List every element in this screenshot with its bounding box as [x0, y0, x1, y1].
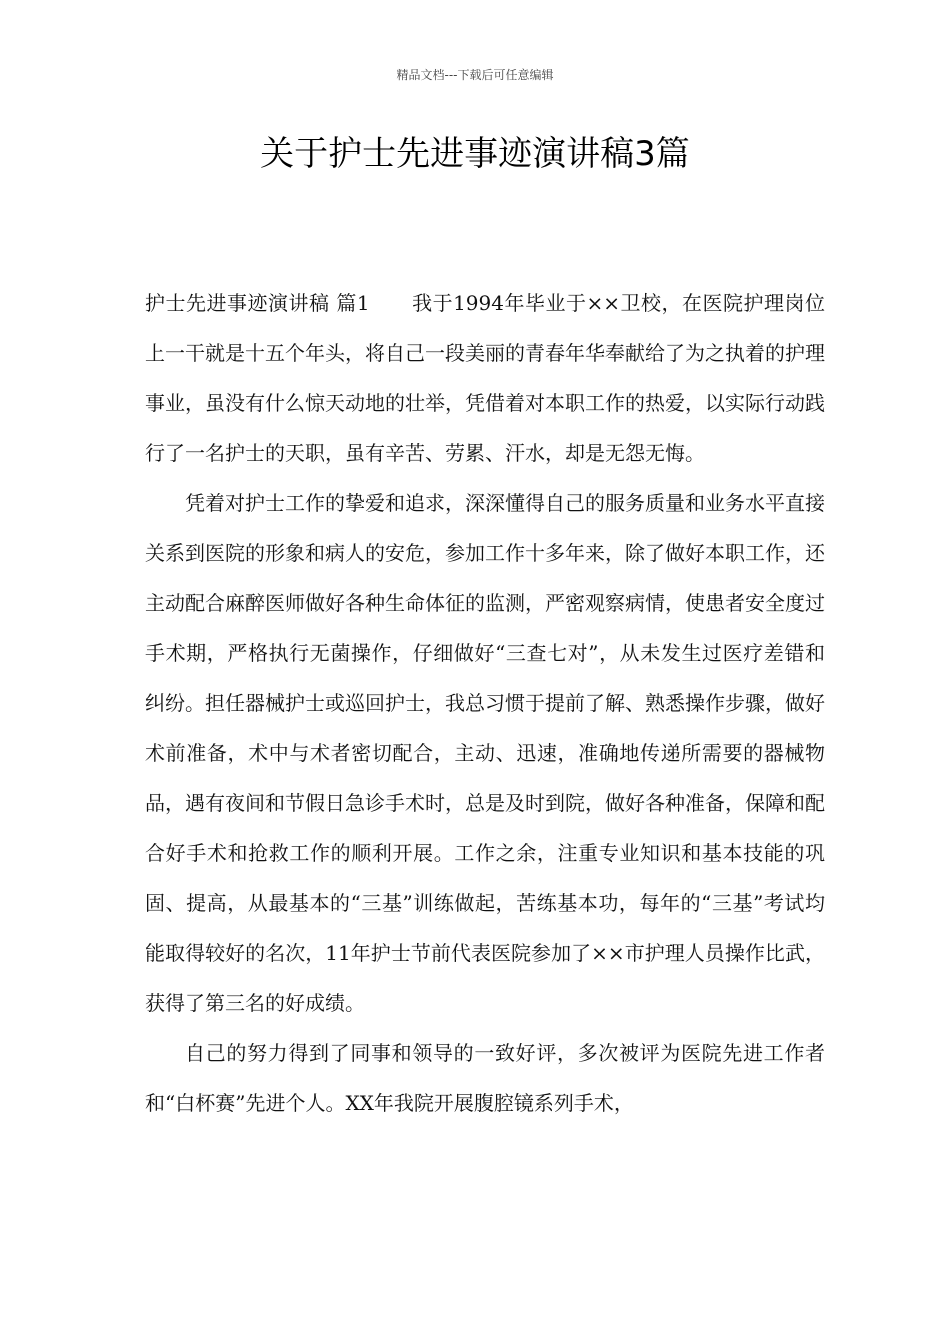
paragraph-3: 自己的努力得到了同事和领导的一致好评，多次被评为医院先进工作者和“白杯赛”先进个人。XX年我院开展腹腔镜系列手术，	[145, 1041, 825, 1115]
page-title: 关于护士先进事迹演讲稿3篇	[260, 134, 690, 174]
page-header: 精品文档---下载后可任意编辑	[396, 68, 554, 82]
paragraph-1-text: 我于1994年毕业于××卫校，在医院护理岗位上一干就是十五个年头，将自己一段美丽的青春年华奉献给了为之执着的护理事业，虽没有什么惊天动地的壮举，凭借着对本职工作的热爱，以实际行动践行了一名护士的天职，虽有辛苦、劳累、汗水，却是无怨无悔。	[145, 291, 825, 465]
paragraph-2: 凭着对护士工作的挚爱和追求，深深懂得自己的服务质量和业务水平直接关系到医院的形象和病人的安危，参加工作十多年来，除了做好本职工作，还主动配合麻醉医师做好各种生命体征的监测，严密观察病情，使患者安全度过手术期，严格执行无菌操作，仔细做好“三查七对”，从未发生过医疗差错和纠纷。担任器械护士或巡回护士，我总习惯于提前了解、熟悉操作步骤，做好术前准备，术中与术者密切配合，主动、迅速，准确地传递所需要的器械物品，遇有夜间和节假日急诊手术时，总是及时到院，做好各种准备，保障和配合好手术和抢救工作的顺利开展。工作之余，注重专业知识和基本技能的巩固、提高，从最基本的“三基”训练做起，苦练基本功，每年的“三基”考试均能取得较好的名次，11年护士节前代表医院参加了××市护理人员操作比武，获得了第三名的好成绩。	[145, 491, 825, 1015]
document-body	[145, 278, 825, 1128]
section-label: 护士先进事迹演讲稿 篇1	[145, 291, 370, 315]
paragraph-1	[145, 278, 825, 478]
